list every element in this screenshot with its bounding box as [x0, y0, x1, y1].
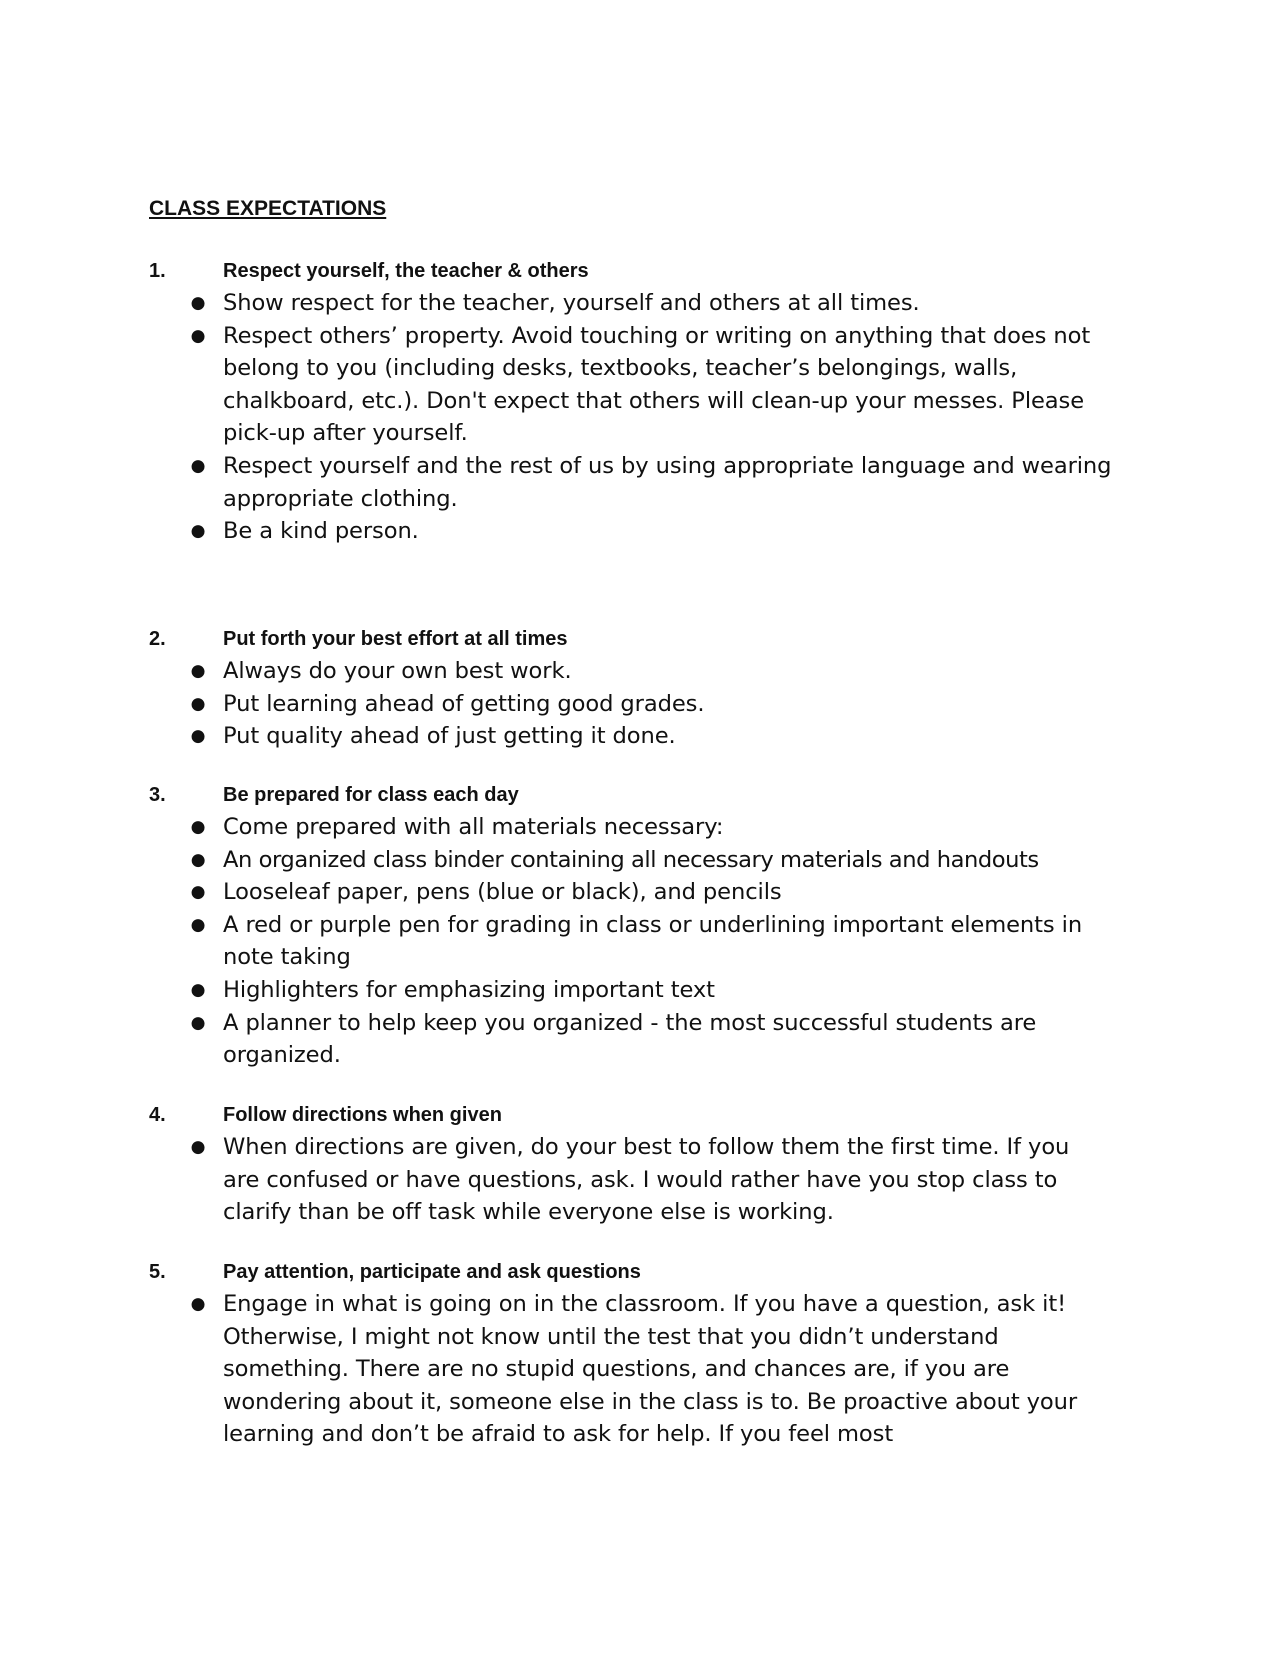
section-header: [149, 1257, 1129, 1288]
list-item: [149, 287, 1123, 320]
bullet-text: Put learning ahead of getting good grades.: [223, 690, 705, 717]
bullet-icon: ●: [190, 817, 206, 837]
list-item: [149, 876, 1123, 909]
section-number: 5.: [149, 1261, 166, 1283]
bullet-icon: ●: [190, 726, 206, 747]
bullet-text: Respect others’ property. Avoid touching or writing on anything that does not belong to you (including desks, textbooks, teacher’s belongings, walls, chalkboard, etc.). Don't expect that others will clean-up your messes. Please pick-up after yourself.: [223, 322, 1091, 447]
list-item: [149, 688, 1123, 721]
section-heading: Follow directions when given: [223, 1104, 502, 1126]
list-item: [149, 909, 1103, 974]
bullet-icon: ●: [190, 979, 206, 1000]
bullet-icon: ●: [190, 693, 206, 714]
list-item: [149, 515, 1123, 548]
bullet-icon: ●: [190, 1294, 206, 1314]
bullet-icon: ●: [190, 882, 206, 903]
bullet-icon: ●: [190, 914, 206, 935]
bullet-icon: ●: [190, 1137, 206, 1157]
section-header: [149, 624, 1129, 655]
bullet-list: [149, 655, 1129, 753]
bullet-icon: ●: [190, 521, 206, 542]
bullet-text: Highlighters for emphasizing important text: [223, 976, 715, 1003]
section-pay-attention: [149, 1257, 1129, 1451]
list-item: [149, 1131, 1103, 1229]
list-item: [149, 1007, 1103, 1072]
list-item: [149, 655, 1123, 688]
bullet-list: [149, 287, 1129, 548]
section-header: [149, 256, 1129, 287]
bullet-text: Put quality ahead of just getting it done.: [223, 723, 676, 750]
bullet-text: Looseleaf paper, pens (blue or black), and pencils: [223, 879, 782, 906]
bullet-text: A planner to help keep you organized - the most successful students are organized.: [223, 1009, 1037, 1069]
section-heading: Respect yourself, the teacher & others: [223, 260, 589, 282]
section-number: 1.: [149, 260, 166, 282]
section-header: [149, 780, 1129, 811]
list-item: [149, 320, 1103, 450]
bullet-list: [149, 811, 1129, 1072]
section-best-effort: [149, 624, 1129, 753]
list-item: [149, 720, 1123, 753]
section-be-prepared: [149, 780, 1129, 1072]
bullet-icon: ●: [190, 661, 206, 681]
section-header: [149, 1100, 1129, 1131]
bullet-text: A red or purple pen for grading in class or underlining important elements in note taking: [223, 911, 1083, 971]
bullet-icon: ●: [190, 293, 206, 313]
bullet-icon: ●: [190, 1012, 206, 1033]
bullet-text: An organized class binder containing all necessary materials and handouts: [223, 846, 1039, 873]
bullet-list: [149, 1131, 1129, 1229]
section-number: 4.: [149, 1104, 166, 1126]
bullet-icon: ●: [190, 849, 206, 870]
section-number: 3.: [149, 784, 166, 806]
section-follow-directions: [149, 1100, 1129, 1229]
bullet-text: Always do your own best work.: [223, 658, 572, 684]
bullet-icon: ●: [190, 455, 206, 476]
page-title: CLASS EXPECTATIONS: [149, 197, 387, 220]
bullet-text: Engage in what is going on in the classroom. If you have a question, ask it! Otherwise, I might not know until the test that you didn’t understand something. There are no stupid questions, and chances are, if you are wondering about it, someone else in the class is to. Be proactive about your learning and don’t be afraid to ask for help. If you feel most: [223, 1291, 1078, 1448]
bullet-text: When directions are given, do your best to follow them the first time. If you are confused or have questions, ask. I would rather have you stop class to clarify than be off task while everyone else is working.: [223, 1134, 1070, 1226]
section-heading: Put forth your best effort at all times: [223, 628, 568, 650]
bullet-icon: ●: [190, 325, 206, 346]
list-item: [149, 1288, 1103, 1451]
section-heading: Pay attention, participate and ask questions: [223, 1261, 641, 1283]
section-heading: Be prepared for class each day: [223, 784, 519, 806]
list-item: [149, 844, 1143, 877]
section-respect: [149, 256, 1129, 548]
section-number: 2.: [149, 628, 166, 650]
bullet-text: Respect yourself and the rest of us by using appropriate language and wearing appropriate clothing.: [223, 452, 1112, 512]
bullet-text: Be a kind person.: [223, 518, 419, 545]
list-item: [149, 450, 1123, 515]
bullet-text: Come prepared with all materials necessary:: [223, 814, 724, 840]
list-item: [149, 811, 1123, 844]
list-item: [149, 974, 1123, 1007]
bullet-list: [149, 1288, 1129, 1451]
bullet-text: Show respect for the teacher, yourself and others at all times.: [223, 290, 920, 316]
